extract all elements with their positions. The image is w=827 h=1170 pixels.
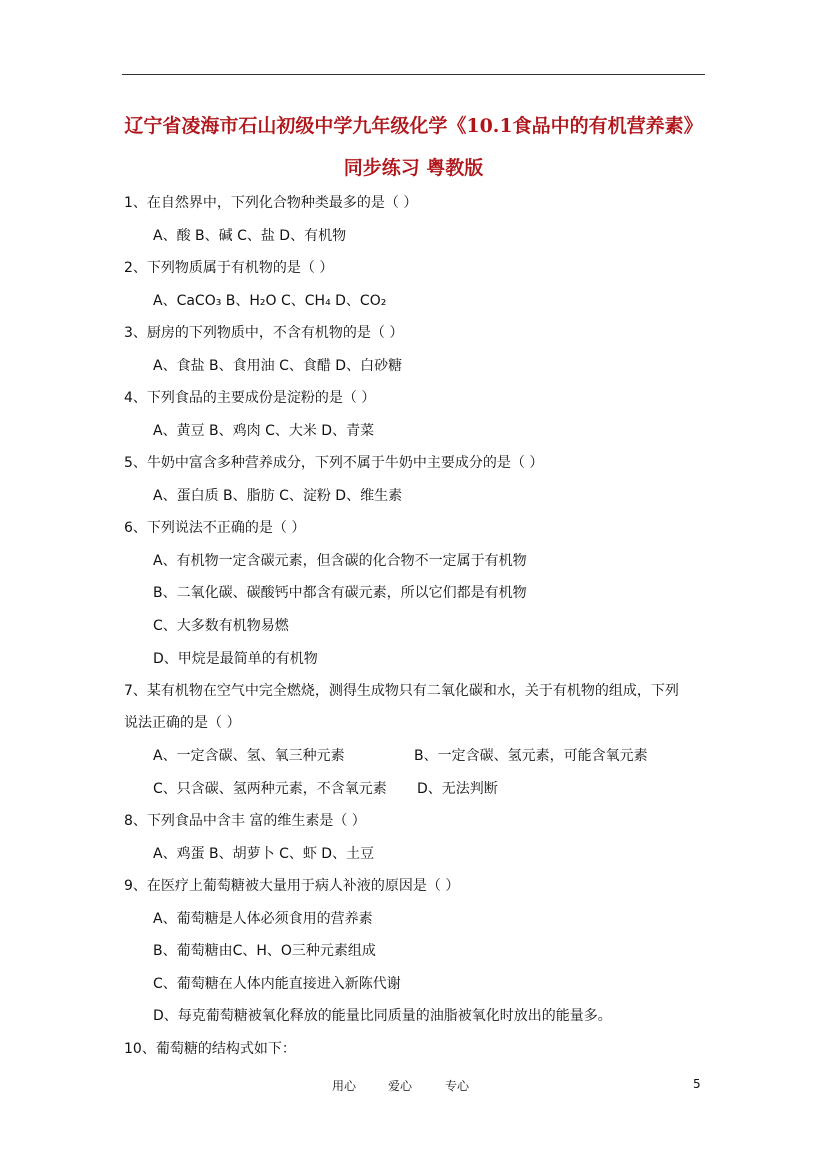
question-8: 8、下列食品中含丰 富的维生素是（ ）	[124, 813, 366, 829]
question-6: 6、下列说法不正确的是（ ）	[124, 520, 306, 536]
question-4-options: A、黄豆 B、鸡肉 C、大米 D、青菜	[153, 423, 375, 439]
question-9-option-d: D、每克葡萄糖被氧化释放的能量比同质量的油脂被氧化时放出的能量多。	[153, 1008, 612, 1024]
question-1: 1、在自然界中，下列化合物种类最多的是（ ）	[124, 195, 418, 211]
question-2-options: A、CaCO₃ B、H₂O C、CH₄ D、CO₂	[153, 293, 387, 309]
question-9-option-a: A、葡萄糖是人体必须食用的营养素	[153, 911, 373, 927]
document-subtitle: 同步练习 粤教版	[343, 157, 484, 179]
question-9-option-b: B、葡萄糖由C、H、O三种元素组成	[153, 943, 376, 959]
document-title: 辽宁省凌海市石山初级中学九年级化学《10.1食品中的有机营养素》	[124, 115, 703, 137]
question-1-options: A、酸 B、碱 C、盐 D、有机物	[153, 228, 347, 244]
question-10: 10、葡萄糖的结构式如下：	[124, 1041, 296, 1057]
footer-middle: 爱心	[388, 1079, 413, 1093]
footer-left: 用心	[332, 1079, 357, 1093]
question-7-option-d: D、无法判断	[417, 781, 498, 797]
question-5: 5、牛奶中富含多种营养成分，下列不属于牛奶中主要成分的是（ ）	[124, 455, 544, 471]
question-9-option-c: C、葡萄糖在人体内能直接进入新陈代谢	[153, 976, 401, 992]
question-7-option-b: B、一定含碳、氢元素，可能含氧元素	[414, 748, 648, 764]
question-7-option-c: C、只含碳、氢两种元素，不含氧元素	[153, 781, 387, 797]
question-9: 9、在医疗上葡萄糖被大量用于病人补液的原因是（ ）	[124, 878, 460, 894]
question-6-option-c: C、大多数有机物易燃	[153, 618, 289, 634]
question-7-line-1: 7、某有机物在空气中完全燃烧，测得生成物只有二氧化碳和水，关于有机物的组成，下列	[124, 683, 679, 699]
question-6-option-a: A、有机物一定含碳元素，但含碳的化合物不一定属于有机物	[153, 553, 527, 569]
question-4: 4、下列食品的主要成份是淀粉的是（ ）	[124, 390, 376, 406]
question-2: 2、下列物质属于有机物的是（ ）	[124, 260, 334, 276]
question-3-options: A、食盐 B、食用油 C、食醋 D、白砂糖	[153, 358, 403, 374]
page-number: 5	[693, 1077, 701, 1091]
question-7-line-2: 说法正确的是（ ）	[124, 715, 241, 731]
question-6-option-b: B、二氧化碳、碳酸钙中都含有碳元素，所以它们都是有机物	[153, 585, 527, 601]
header-rule	[122, 74, 705, 75]
footer-right: 专心	[445, 1079, 470, 1093]
question-8-options: A、鸡蛋 B、胡萝卜 C、虾 D、土豆	[153, 846, 375, 862]
question-5-options: A、蛋白质 B、脂肪 C、淀粉 D、维生素	[153, 488, 403, 504]
question-3: 3、厨房的下列物质中，不含有机物的是（ ）	[124, 325, 404, 341]
question-7-option-a: A、一定含碳、氢、氧三种元素	[153, 748, 345, 764]
question-6-option-d: D、甲烷是最简单的有机物	[153, 651, 318, 667]
